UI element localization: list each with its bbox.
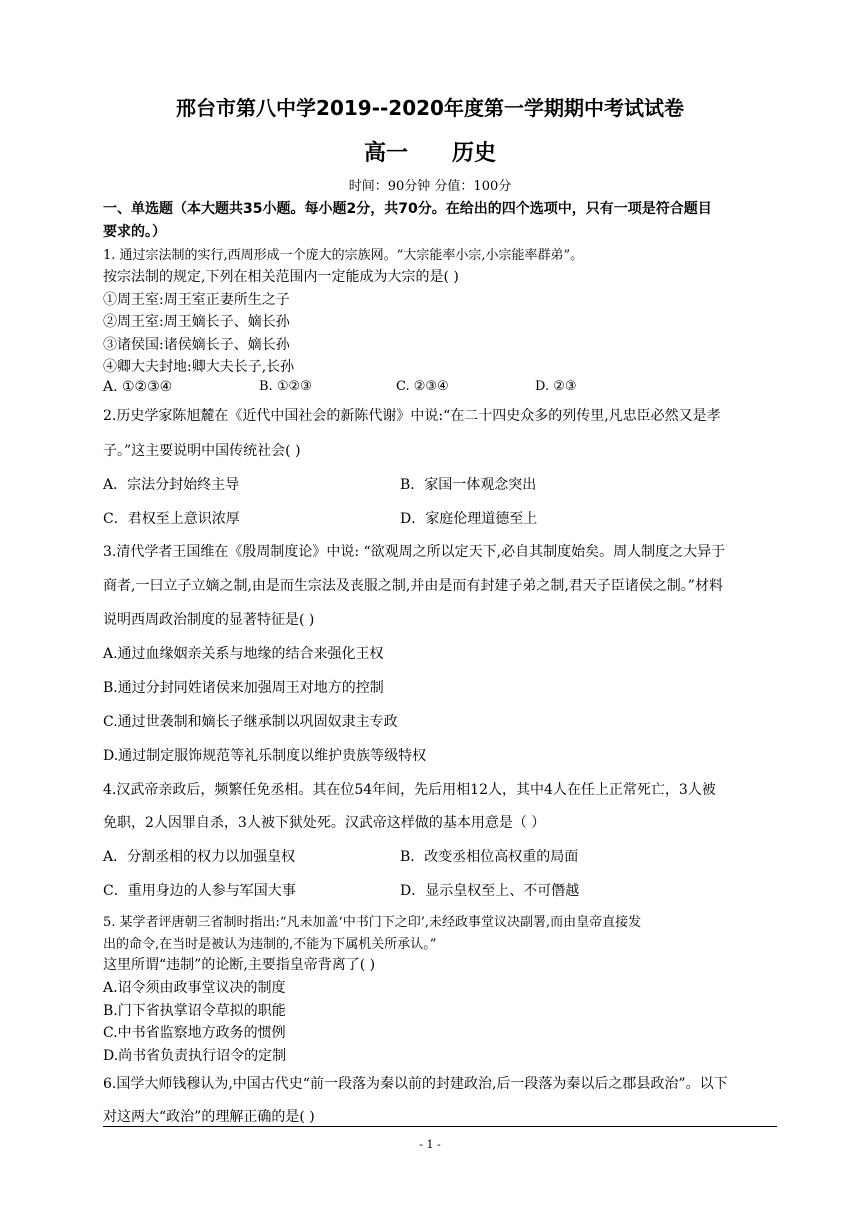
grade-label: 高一 bbox=[363, 141, 408, 166]
q3-option-d: D.通过制定服饰规范等礼乐制度以维护贵族等级特权 bbox=[103, 748, 427, 764]
q5-option-b: B.门下省执掌诏令草拟的职能 bbox=[103, 1003, 286, 1019]
q5-stem-line1: 5. 某学者评唐朝三省制时指出:“凡未加盖‘中书门下之印’,未经政事堂议决副署,而由皇帝直接发 bbox=[103, 915, 642, 930]
q5-option-c: C.中书省监察地方政务的惯例 bbox=[103, 1025, 286, 1041]
q3-stem-line3: 说明西周政治制度的显著特征是( ) bbox=[103, 612, 315, 628]
section-heading-cont: 要求的。） bbox=[103, 224, 166, 240]
q1-item-1: ①周王室:周王室正妻所生之子 bbox=[103, 292, 290, 308]
q2-option-c: C．君权至上意识浓厚 bbox=[103, 511, 240, 527]
page-number: - 1 - bbox=[419, 1138, 441, 1151]
q5-stem-line2: 出的命令,在当时是被认为违制的,不能为下属机关所承认。” bbox=[103, 937, 437, 952]
q1-item-4: ④卿大夫封地:卿大夫长子,长孙 bbox=[103, 359, 295, 375]
q4-stem-line1: 4.汉武帝亲政后，频繁任免丞相。其在位54年间，先后用相12人，其中4人在任上正常死亡，3人被 bbox=[103, 782, 716, 798]
q4-option-c: C．重用身边的人参与军国大事 bbox=[103, 883, 296, 899]
q1-item-3: ③诸侯国:诸侯嫡长子、嫡长孙 bbox=[103, 337, 290, 353]
q1-item-2: ②周王室:周王嫡长子、嫡长孙 bbox=[103, 314, 290, 330]
q3-option-c: C.通过世袭制和嫡长子继承制以巩固奴隶主专政 bbox=[103, 714, 398, 730]
q5-option-a: A.诏令须由政事堂议决的制度 bbox=[103, 980, 286, 996]
q4-option-b: B．改变丞相位高权重的局面 bbox=[400, 849, 579, 865]
q1-stem-line2: 按宗法制的规定,下列在相关范围内一定能成为大宗的是( ) bbox=[103, 269, 459, 285]
q5-stem-line3: 这里所谓“违制”的论断,主要指皇帝背离了( ) bbox=[103, 957, 376, 973]
q3-stem-line1: 3.清代学者王国维在《殷周制度论》中说: “欲观周之所以定天下,必自其制度始矣。周人制度之大异于 bbox=[103, 544, 726, 560]
q3-option-a: A.通过血缘姻亲关系与地缘的结合来强化王权 bbox=[103, 646, 384, 662]
q1-stem-line1: 1. 通过宗法制的实行,西周形成一个庞大的宗族网。“大宗能率小宗,小宗能率群弟”。 bbox=[103, 248, 584, 263]
q2-option-a: A．宗法分封始终主导 bbox=[103, 477, 240, 493]
q1-option-c: C. ②③④ bbox=[396, 379, 449, 394]
exam-meta: 时间：90分钟 分值：100分 bbox=[348, 179, 512, 194]
q3-option-b: B.通过分封同姓诸侯来加强周王对地方的控制 bbox=[103, 680, 384, 696]
q2-option-b: B．家国一体观念突出 bbox=[400, 477, 537, 493]
q2-option-d: D．家庭伦理道德至上 bbox=[400, 511, 538, 527]
q1-option-d: D. ②③ bbox=[535, 379, 577, 394]
q4-option-d: D．显示皇权至上、不可僭越 bbox=[400, 883, 580, 899]
q1-option-b: B. ①②③ bbox=[259, 379, 312, 394]
exam-subject bbox=[0, 136, 860, 167]
q6-stem-line1: 6.国学大师钱穆认为,中国古代史“前一段落为秦以前的封建政治,后一段落为秦以后之郡县政治”。以下 bbox=[103, 1076, 728, 1092]
footer-divider bbox=[103, 1126, 777, 1127]
q3-stem-line2: 商者,一曰立子立嫡之制,由是而生宗法及丧服之制,并由是而有封建子弟之制,君天子臣诸侯之制。”材料 bbox=[103, 578, 723, 594]
q2-stem-line2: 子。”这主要说明中国传统社会( ) bbox=[103, 443, 301, 459]
subject-label: 历史 bbox=[452, 141, 497, 166]
section-heading: 一、单选题（本大题共35小题。每小题2分，共70分。在给出的四个选项中，只有一项是符合题目 bbox=[103, 201, 712, 217]
q4-stem-line2: 免职，2人因罪自杀，3人被下狱处死。汉武帝这样做的基本用意是（ ） bbox=[103, 815, 546, 831]
q1-option-a: A. ①②③④ bbox=[103, 379, 173, 395]
q6-stem-line2: 对这两大“政治”的理解正确的是( ) bbox=[103, 1109, 315, 1125]
q5-option-d: D.尚书省负责执行诏令的定制 bbox=[103, 1048, 287, 1064]
q4-option-a: A．分割丞相的权力以加强皇权 bbox=[103, 849, 296, 865]
q2-stem-line1: 2.历史学家陈旭麓在《近代中国社会的新陈代谢》中说:“在二十四史众多的列传里,凡忠臣必然又是孝 bbox=[103, 408, 721, 424]
exam-title: 邢台市第八中学2019--2020年度第一学期期中考试试卷 bbox=[176, 96, 684, 120]
